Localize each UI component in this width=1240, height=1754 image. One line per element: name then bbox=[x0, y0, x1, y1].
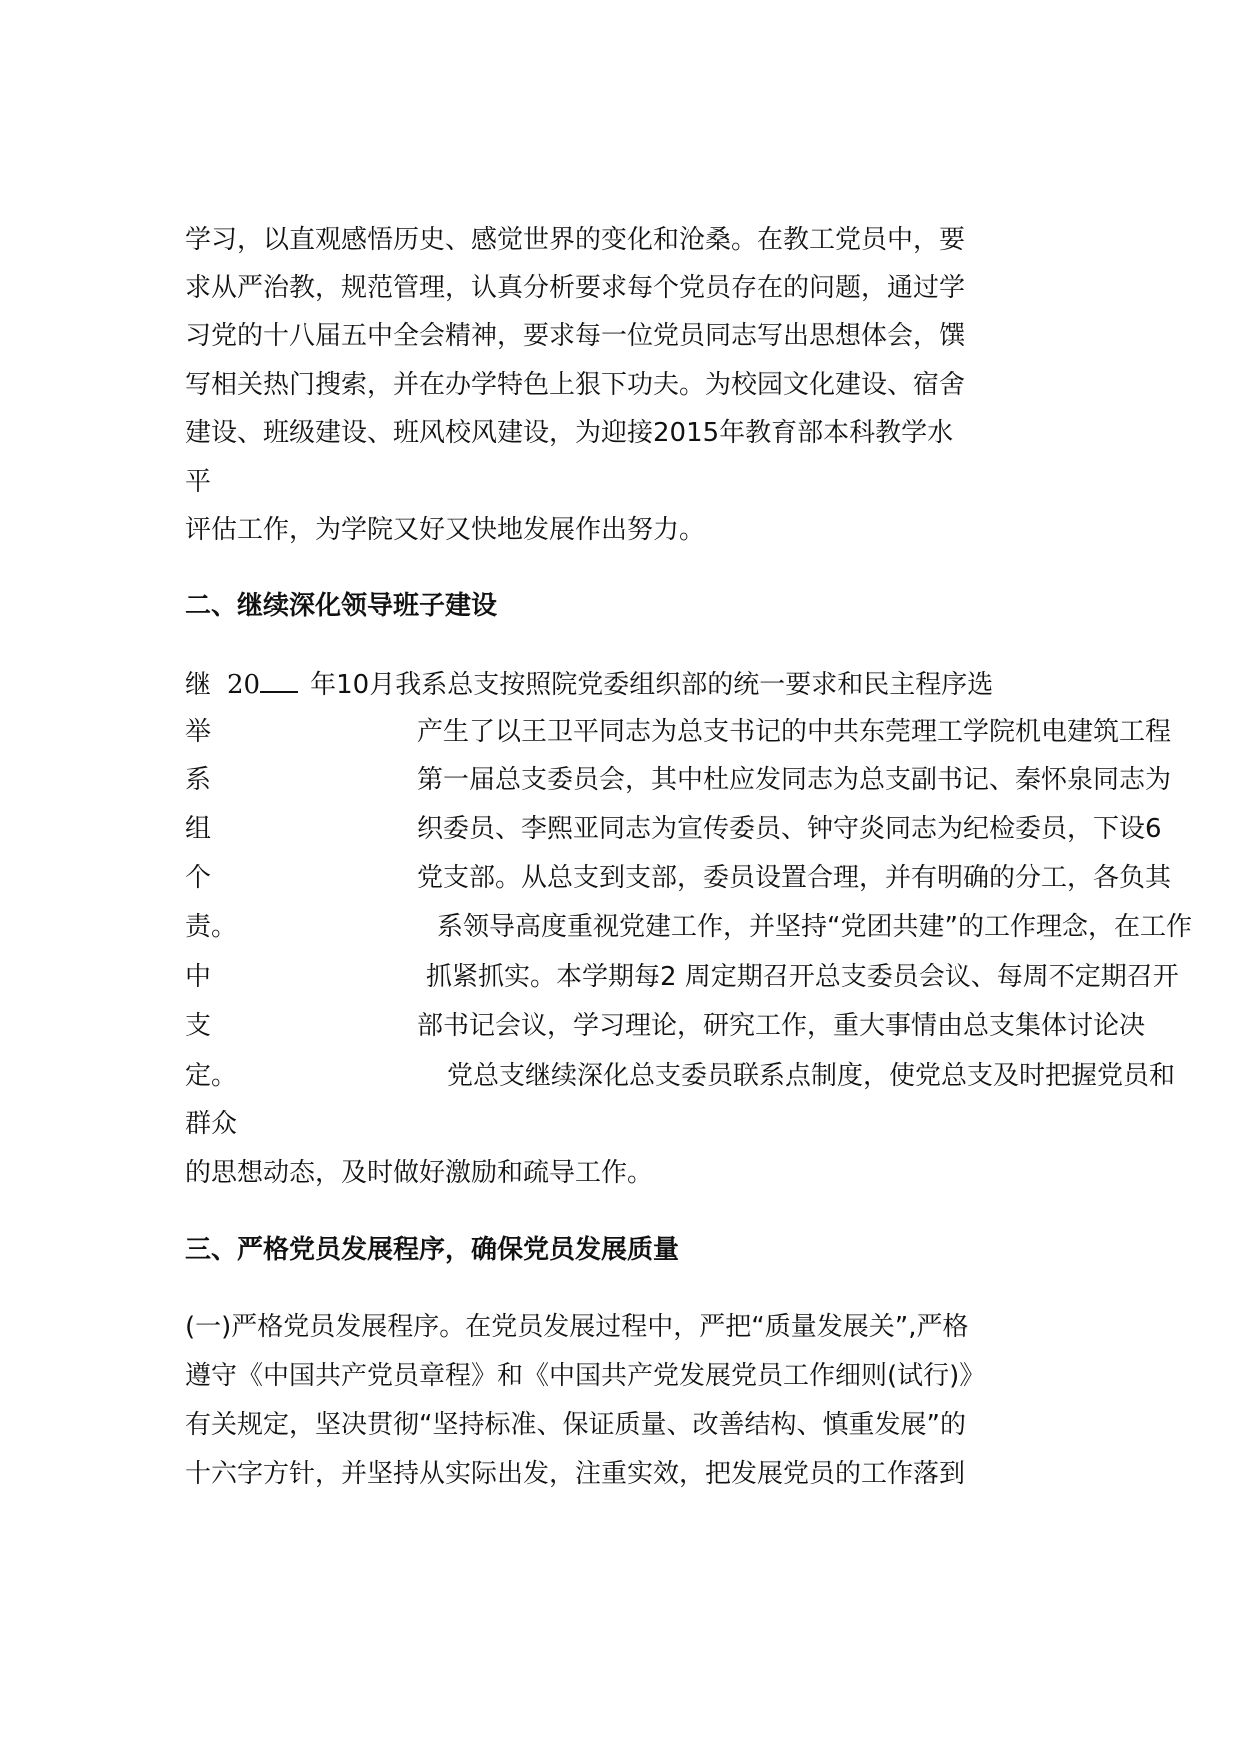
section2-heading: 二、继续深化领导班子建设 bbox=[185, 591, 498, 621]
text-line bbox=[185, 860, 1172, 896]
first-char: 继 bbox=[185, 670, 212, 700]
line-text: 抓紧抓实。本学期每2 周定期召开总支委员会议、每周不定期召开 bbox=[426, 962, 1179, 992]
text-line bbox=[185, 762, 1172, 798]
line-text: 党支部。从总支到支部，委员设置合理，并有明确的分工，各负其 bbox=[417, 863, 1172, 893]
text-line bbox=[185, 714, 1172, 750]
first-line-rest: 年10月我系总支按照院党委组织部的统一要求和民主程序选 bbox=[310, 670, 994, 700]
line-lead: 组 bbox=[185, 814, 212, 844]
text-line bbox=[185, 959, 1179, 995]
text-line: (一)严格党员发展程序。在党员发展过程中，严把“质量发展关”,严格 bbox=[185, 1312, 969, 1342]
text-line: 求从严治教，规范管理，认真分析要求每个党员存在的问题，通过学 bbox=[185, 273, 966, 303]
text-line: 学习，以直观感悟历史、感觉世界的变化和沧桑。在教工党员中，要 bbox=[185, 225, 966, 255]
text-line: 群众 bbox=[185, 1109, 238, 1139]
text-line: 建设、班级建设、班风校风建设，为迎接2015年教育部本科教学水 bbox=[185, 418, 954, 448]
text-line bbox=[185, 665, 993, 703]
line-lead: 责。 bbox=[185, 912, 238, 942]
line-text: 第一届总支委员会，其中杜应发同志为总支副书记、秦怀泉同志为 bbox=[417, 765, 1172, 795]
section3-heading: 三、严格党员发展程序，确保党员发展质量 bbox=[185, 1235, 680, 1265]
text-line: 有关规定，坚决贯彻“坚持标准、保证质量、改善结构、慎重发展”的 bbox=[185, 1410, 966, 1440]
text-line: 评估工作，为学院又好又快地发展作出努力。 bbox=[185, 515, 706, 545]
text-line: 遵守《中国共产党员章程》和《中国共产党发展党员工作细则(试行)》 bbox=[185, 1361, 986, 1391]
text-line: 的思想动态，及时做好激励和疏导工作。 bbox=[185, 1158, 654, 1188]
text-line bbox=[185, 909, 1192, 945]
text-line: 平 bbox=[185, 467, 212, 497]
line-text: 部书记会议，学习理论，研究工作，重大事情由总支集体讨论决 bbox=[417, 1011, 1146, 1041]
text-line bbox=[185, 1008, 1146, 1044]
line-lead: 系 bbox=[185, 765, 212, 795]
line-text: 产生了以王卫平同志为总支书记的中共东莞理工学院机电建筑工程 bbox=[417, 717, 1172, 747]
line-lead: 支 bbox=[185, 1011, 212, 1041]
text-line: 习党的十八届五中全会精神，要求每一位党员同志写出思想体会，馔 bbox=[185, 321, 966, 351]
year-blank bbox=[260, 665, 298, 693]
line-lead: 个 bbox=[185, 863, 212, 893]
text-line: 十六字方针，并坚持从实际出发，注重实效，把发展党员的工作落到 bbox=[185, 1459, 966, 1489]
line-lead: 举 bbox=[185, 717, 212, 747]
line-text: 系领导高度重视党建工作，并坚持“党团共建”的工作理念，在工作 bbox=[437, 912, 1192, 942]
line-lead: 中 bbox=[185, 962, 212, 992]
text-line: 写相关热门搜索，并在办学特色上狠下功夫。为校园文化建设、宿舍 bbox=[185, 370, 966, 400]
line-text: 党总支继续深化总支委员联系点制度，使党总支及时把握党员和 bbox=[447, 1061, 1176, 1091]
text-line bbox=[185, 1058, 1176, 1094]
text-line bbox=[185, 811, 1162, 847]
line-text: 织委员、李熙亚同志为宣传委员、钟守炎同志为纪检委员，下设6 bbox=[417, 814, 1162, 844]
year-prefix: 20 bbox=[227, 670, 261, 700]
line-lead: 定。 bbox=[185, 1061, 238, 1091]
